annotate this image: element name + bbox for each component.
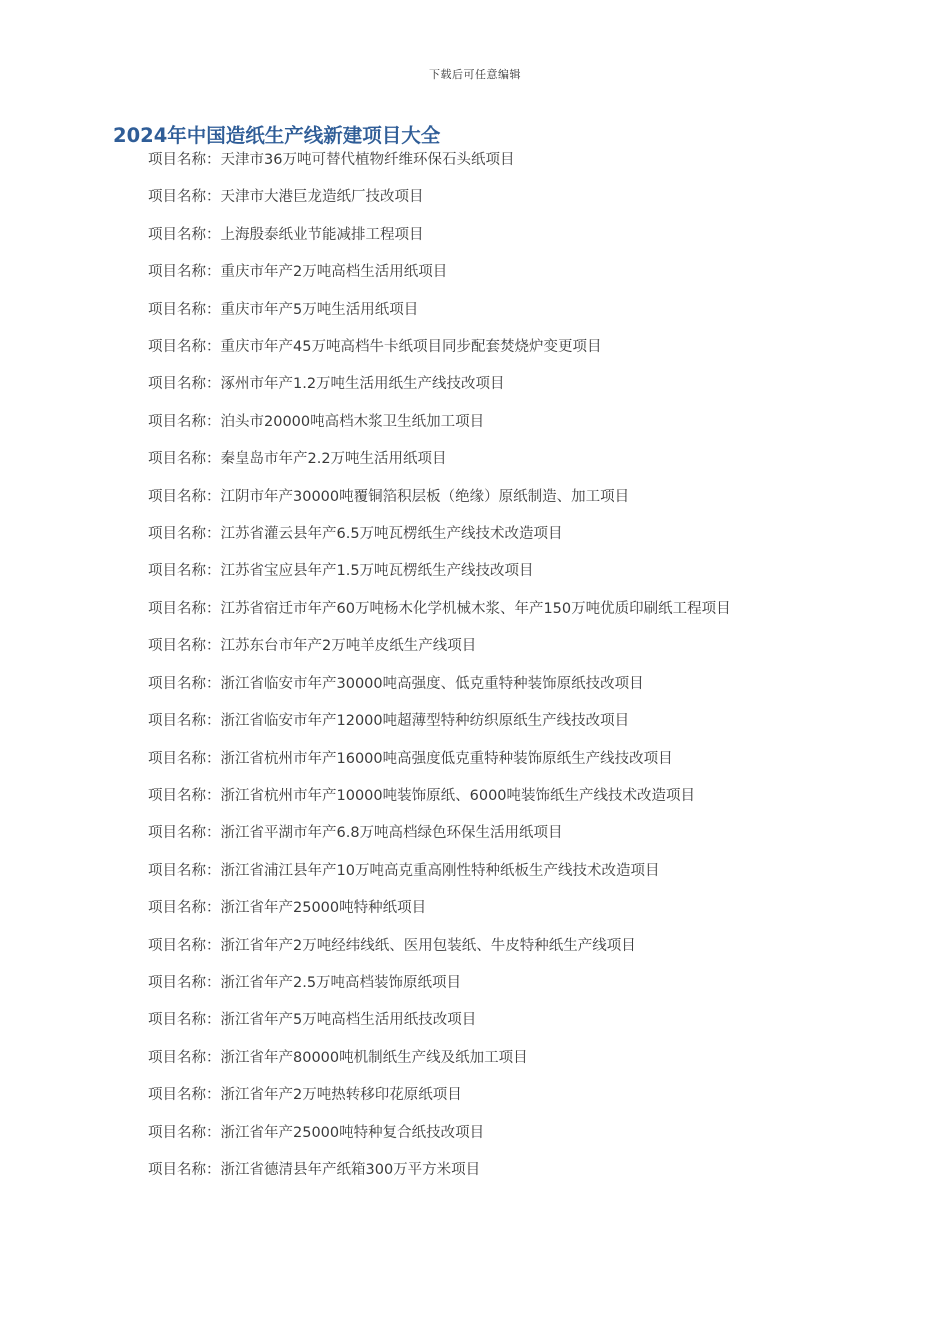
project-item	[113, 142, 833, 179]
project-name: 天津市36万吨可替代植物纤维环保石头纸项目	[220, 152, 515, 168]
project-name: 浙江省平湖市年产6.8万吨高档绿色环保生活用纸项目	[220, 825, 563, 842]
project-name: 浙江省年产2.5万吨高档装饰原纸项目	[220, 974, 462, 991]
project-item-label: 项目名称：	[148, 900, 221, 917]
project-item-label: 项目名称：	[148, 152, 221, 168]
project-item-label: 项目名称：	[148, 862, 221, 879]
project-name: 泊头市20000吨高档木浆卫生纸加工项目	[220, 413, 485, 430]
project-item	[113, 703, 833, 740]
project-item-label: 项目名称：	[148, 1087, 221, 1104]
project-item	[113, 928, 833, 965]
project-name: 涿州市年产1.2万吨生活用纸生产线技改项目	[220, 376, 505, 393]
project-name: 浙江省杭州市年产10000吨装饰原纸、6000吨装饰纸生产线技术改造项目	[220, 787, 696, 804]
project-item-label: 项目名称：	[148, 937, 221, 954]
project-name: 江苏省宝应县年产1.5万吨瓦楞纸生产线技改项目	[220, 563, 534, 580]
project-item-label: 项目名称：	[148, 264, 221, 281]
project-item-label: 项目名称：	[148, 526, 221, 543]
project-item-label: 项目名称：	[148, 226, 221, 243]
project-name: 浙江省德清县年产纸箱300万平方米项目	[220, 1161, 481, 1178]
project-item-label: 项目名称：	[148, 974, 221, 991]
project-item	[113, 217, 833, 254]
project-item	[113, 404, 833, 441]
project-item	[113, 292, 833, 329]
project-item-label: 项目名称：	[148, 413, 221, 430]
project-name: 浙江省年产2万吨热转移印花原纸项目	[220, 1087, 462, 1104]
project-name: 浙江省年产25000吨特种纸项目	[220, 900, 427, 917]
project-item	[113, 815, 833, 852]
project-name: 浙江省临安市年产30000吨高强度、低克重特种装饰原纸技改项目	[220, 675, 644, 692]
project-item	[113, 1152, 833, 1189]
project-item	[113, 778, 833, 815]
project-item	[113, 666, 833, 703]
project-item-label: 项目名称：	[148, 488, 221, 505]
project-item	[113, 329, 833, 366]
project-item-label: 项目名称：	[148, 825, 221, 842]
project-item	[113, 516, 833, 553]
project-name: 天津市大港巨龙造纸厂技改项目	[220, 189, 424, 206]
project-item	[113, 965, 833, 1002]
project-name: 浙江省年产80000吨机制纸生产线及纸加工项目	[220, 1049, 528, 1066]
project-name: 江阴市年产30000吨覆铜箔积层板（绝缘）原纸制造、加工项目	[220, 488, 630, 505]
project-item	[113, 1077, 833, 1114]
project-item-label: 项目名称：	[148, 750, 221, 767]
project-item-label: 项目名称：	[148, 1012, 221, 1029]
project-item-label: 项目名称：	[148, 675, 221, 692]
project-item	[113, 441, 833, 478]
project-item-label: 项目名称：	[148, 339, 221, 356]
project-name: 浙江省杭州市年产16000吨高强度低克重特种装饰原纸生产线技改项目	[220, 750, 673, 767]
project-item	[113, 179, 833, 216]
project-item-label: 项目名称：	[148, 1161, 221, 1178]
project-name: 秦皇岛市年产2.2万吨生活用纸项目	[220, 451, 447, 468]
project-item	[113, 741, 833, 778]
project-item	[113, 853, 833, 890]
project-item-label: 项目名称：	[148, 1124, 221, 1141]
project-item	[113, 890, 833, 927]
project-name: 重庆市年产5万吨生活用纸项目	[220, 301, 419, 318]
project-item	[113, 254, 833, 291]
project-item-label: 项目名称：	[148, 376, 221, 393]
header-note: 下载后可任意编辑	[429, 68, 521, 81]
project-item-label: 项目名称：	[148, 600, 221, 617]
project-item	[113, 366, 833, 403]
project-name: 江苏东台市年产2万吨羊皮纸生产线项目	[220, 638, 477, 655]
document-title: 2024年中国造纸生产线新建项目大全	[113, 124, 441, 147]
project-name: 浙江省浦江县年产10万吨高克重高刚性特种纸板生产线技术改造项目	[220, 862, 660, 879]
project-item-label: 项目名称：	[148, 189, 221, 206]
project-name: 重庆市年产2万吨高档生活用纸项目	[220, 264, 448, 281]
project-item	[113, 479, 833, 516]
project-item-label: 项目名称：	[148, 713, 221, 730]
project-name: 浙江省年产25000吨特种复合纸技改项目	[220, 1124, 485, 1141]
project-item-label: 项目名称：	[148, 1049, 221, 1066]
project-item	[113, 553, 833, 590]
project-item-label: 项目名称：	[148, 451, 221, 468]
project-item	[113, 1002, 833, 1039]
project-name: 重庆市年产45万吨高档牛卡纸项目同步配套焚烧炉变更项目	[220, 339, 602, 356]
project-item-label: 项目名称：	[148, 301, 221, 318]
project-name: 浙江省临安市年产12000吨超薄型特种纺织原纸生产线技改项目	[220, 713, 630, 730]
project-item	[113, 628, 833, 665]
project-list	[113, 142, 833, 1189]
project-item	[113, 1115, 833, 1152]
project-item	[113, 1040, 833, 1077]
project-name: 浙江省年产2万吨经纬线纸、医用包装纸、牛皮特种纸生产线项目	[220, 937, 636, 954]
project-name: 江苏省宿迁市年产60万吨杨木化学机械木浆、年产150万吨优质印刷纸工程项目	[220, 600, 731, 617]
project-item-label: 项目名称：	[148, 787, 221, 804]
project-name: 上海殷泰纸业节能减排工程项目	[220, 226, 424, 243]
project-name: 江苏省灌云县年产6.5万吨瓦楞纸生产线技术改造项目	[220, 526, 563, 543]
project-item-label: 项目名称：	[148, 638, 221, 655]
project-name: 浙江省年产5万吨高档生活用纸技改项目	[220, 1012, 477, 1029]
project-item-label: 项目名称：	[148, 563, 221, 580]
project-item	[113, 591, 833, 628]
